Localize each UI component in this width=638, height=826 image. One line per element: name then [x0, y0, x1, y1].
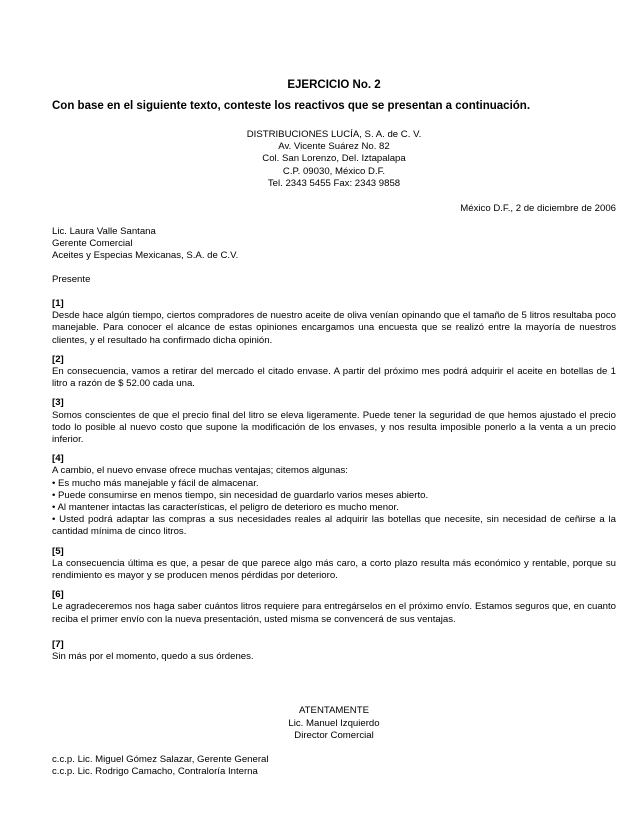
- recipient-company: Aceites y Especias Mexicanas, S.A. de C.V.: [52, 250, 239, 262]
- paragraph-number: [5]: [52, 545, 64, 557]
- paragraph-text: En consecuencia, vamos a retirar del mercado el citado envase. A partir del próximo mes podrá adquirir el aceite en botellas de 1 litro a razón de $ 52.00 cada una.: [52, 366, 616, 390]
- letter-date: México D.F., 2 de diciembre de 2006: [460, 203, 616, 214]
- company-phone: Tel. 2343 5455 Fax: 2343 9858: [267, 177, 401, 189]
- instruction-text: Con base en el siguiente texto, conteste los reactivos que se presentan a continuación.: [52, 100, 531, 112]
- company-colony: Col. San Lorenzo, Del. Iztapalapa: [262, 153, 406, 165]
- paragraph-number: [7]: [52, 638, 64, 650]
- paragraph-number: [3]: [52, 397, 64, 409]
- signer-name: Lic. Manuel Izquierdo: [288, 717, 380, 729]
- paragraph-text: Le agradeceremos nos haga saber cuántos litros requiere para entregárselos en el próximo envío. Estamos seguros que, en cuanto reciba el primer envío con la nueva presentación, usted misma se convencerá de sus ventajas.: [52, 601, 616, 625]
- ccp-line: c.c.p. Lic. Rodrigo Camacho, Contraloría Interna: [52, 766, 258, 778]
- paragraph: [52, 298, 616, 347]
- paragraph: [52, 397, 616, 446]
- paragraph: [52, 639, 616, 663]
- paragraph-number: [1]: [52, 298, 64, 309]
- recipient-name: Lic. Laura Valle Santana: [52, 226, 156, 237]
- paragraph-text: La consecuencia última es que, a pesar de que parece algo más caro, a corto plazo resulta más económico y rentable, porque su rendimiento es mayor y se producen menos pérdidas por deterioro.: [52, 557, 616, 582]
- ccp-block: [52, 754, 269, 778]
- signer-position: Director Comercial: [294, 730, 374, 741]
- paragraph-number: [4]: [52, 453, 64, 465]
- company-street: Av. Vicente Suárez No. 82: [278, 141, 390, 153]
- paragraph: [52, 589, 616, 626]
- document-title: EJERCICIO No. 2: [287, 79, 381, 91]
- list-item: • Puede consumirse en menos tiempo, sin necesidad de guardarlo varios meses abierto.: [52, 489, 429, 501]
- company-letterhead: [0, 129, 638, 190]
- paragraph: [52, 546, 616, 583]
- list-item: • Es mucho más manejable y fácil de almacenar.: [52, 477, 259, 489]
- ccp-line: c.c.p. Lic. Miguel Gómez Salazar, Gerente General: [52, 754, 269, 765]
- paragraph-text: Somos conscientes de que el precio final del litro se eleva ligeramente. Puede tener la seguridad de que hemos ajustado el precio todo lo posible al nuevo costo que supone la modificación de los envases, y nos resulta imposible ponerlo a la venta a un precio inferior.: [52, 409, 616, 446]
- company-name: DISTRIBUCIONES LUCÍA, S. A. de C. V.: [246, 129, 422, 140]
- letter-body: [52, 298, 616, 670]
- list-intro: A cambio, el nuevo envase ofrece muchas ventajas; citemos algunas:: [52, 465, 348, 477]
- list-item: • Usted podrá adaptar las compras a sus necesidades reales al adquirir las botellas que necesite, sin necesidad de ceñirse a la cantidad mínima de cinco litros.: [52, 514, 616, 538]
- list-item: • Al mantener intactas las características, el peligro de deterioro es mucho menor.: [52, 502, 399, 514]
- company-postal: C.P. 09030, México D.F.: [282, 165, 386, 177]
- recipient-block: [52, 226, 238, 263]
- greeting: Presente: [52, 274, 91, 285]
- signature-block: [0, 705, 638, 743]
- paragraph: [52, 354, 616, 391]
- paragraph-number: [6]: [52, 589, 64, 601]
- paragraph-number: [2]: [52, 353, 64, 365]
- paragraph: [52, 453, 616, 538]
- paragraph-text: Sin más por el momento, quedo a sus órdenes.: [52, 651, 254, 663]
- paragraph-text: Desde hace algún tiempo, ciertos compradores de nuestro aceite de oliva venían opinando que el tamaño de 5 litros resultaba poco manejable. Para conocer el alcance de estas opiniones encargamos una encuesta que se realizó entre la mayoría de nuestros clientes, y el resultado ha confirmado dicha opinión.: [52, 310, 616, 346]
- recipient-position: Gerente Comercial: [52, 238, 133, 250]
- closing: ATENTAMENTE: [299, 705, 369, 716]
